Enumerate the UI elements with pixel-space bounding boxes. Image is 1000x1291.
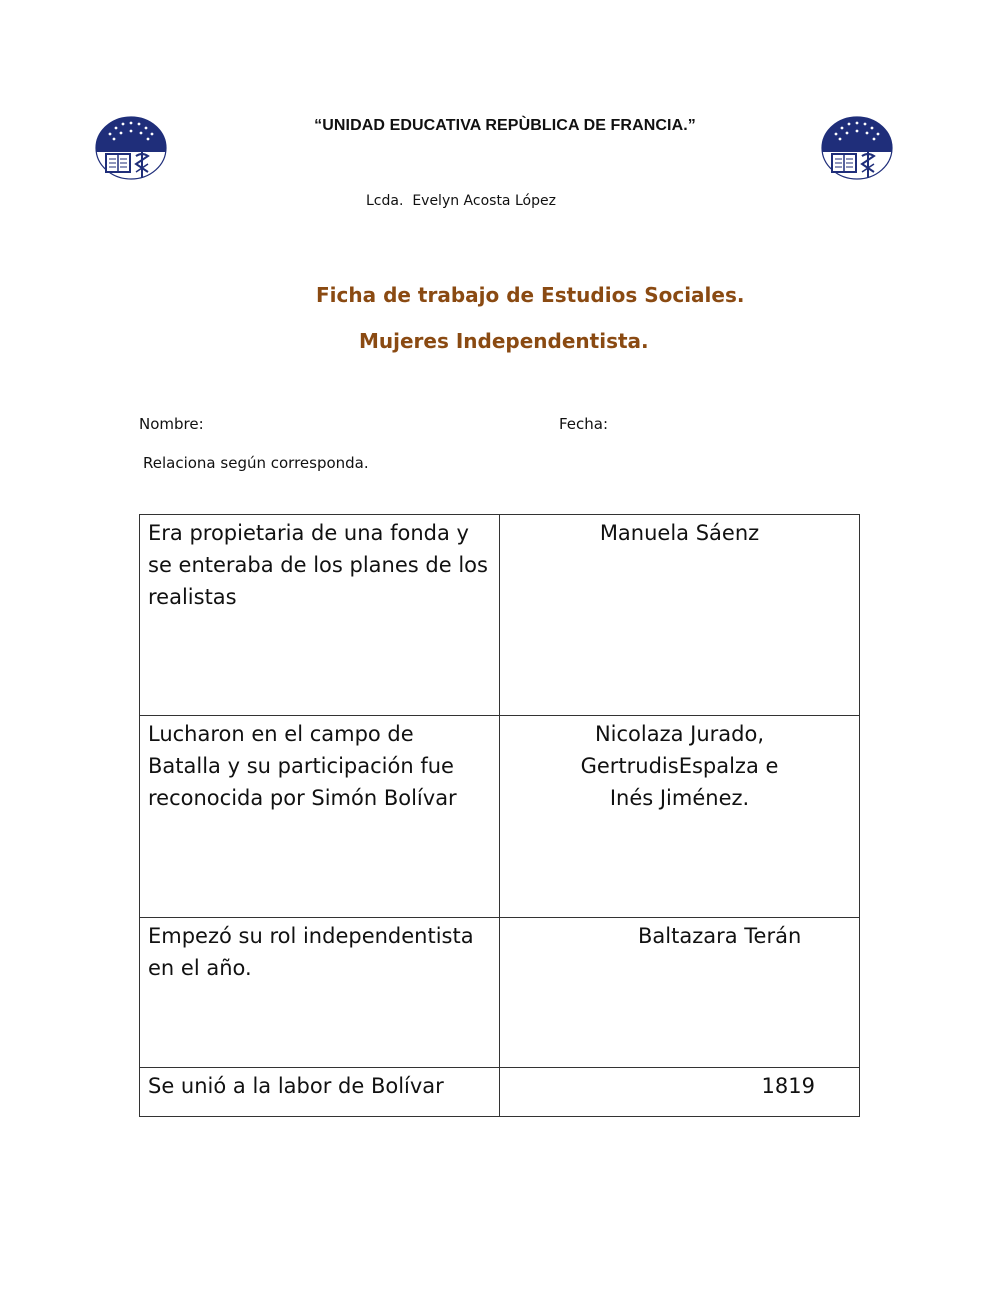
answer-cell[interactable]: Baltazara Terán <box>500 918 860 1068</box>
fecha-label: Fecha: <box>559 415 609 433</box>
table-row <box>140 1068 860 1117</box>
answer-cell[interactable] <box>500 716 860 918</box>
answer-cell[interactable]: 1819 <box>500 1068 860 1117</box>
matching-table <box>139 514 860 1117</box>
table-row <box>140 918 860 1068</box>
clue-cell: Se unió a la labor de Bolívar <box>140 1068 500 1117</box>
instructions: Relaciona según corresponda. <box>143 454 369 472</box>
worksheet-subtitle: Mujeres Independentista. <box>359 329 649 353</box>
table-row <box>140 716 860 918</box>
nombre-label: Nombre: <box>139 415 204 433</box>
answer-line: Inés Jiménez. <box>609 786 750 810</box>
answer-cell[interactable]: Manuela Sáenz <box>500 515 860 716</box>
answer-line: GertrudisEspalza e <box>580 754 779 778</box>
answer-line: Nicolaza Jurado, <box>594 722 765 746</box>
worksheet-title: Ficha de trabajo de Estudios Sociales. <box>316 283 745 307</box>
table-row <box>140 515 860 716</box>
clue-cell: Lucharon en el campo de Batalla y su participación fue reconocida por Simón Bolívar <box>140 716 500 918</box>
clue-cell: Empezó su rol independentista en el año. <box>140 918 500 1068</box>
school-name: “UNIDAD EDUCATIVA REPÙBLICA DE FRANCIA.” <box>314 117 696 134</box>
clue-cell: Era propietaria de una fonda y se enteraba de los planes de los realistas <box>140 515 500 716</box>
teacher-name: Lcda. Evelyn Acosta López <box>366 193 556 209</box>
